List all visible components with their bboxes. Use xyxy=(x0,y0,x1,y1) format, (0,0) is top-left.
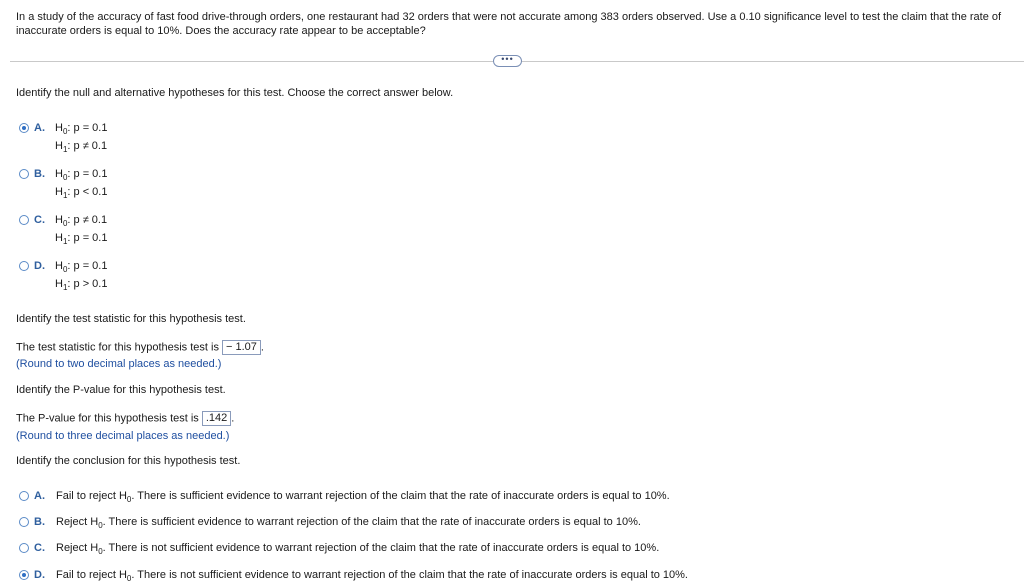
q3-statement: The P-value for this hypothesis test is .142 . xyxy=(16,412,235,425)
q3-prompt: Identify the P-value for this hypothesis test. xyxy=(16,384,226,396)
q4-option-a-letter: A. xyxy=(34,490,45,502)
q1-prompt: Identify the null and alternative hypotheses for this test. Choose the correct answer below. xyxy=(16,87,454,99)
q1-option-a-h1: $H_1$: p ≠ 0.1 xyxy=(55,140,108,154)
q4-option-c-letter: C. xyxy=(34,542,45,554)
q1-option-b-letter: B. xyxy=(34,168,45,180)
q1-option-d-h0: $H_0$: p = 0.1 xyxy=(55,260,108,274)
q4-option-a-radio[interactable] xyxy=(19,491,29,501)
q1-option-d-h1: $H_1$: p > 0.1 xyxy=(55,278,108,292)
q2-prompt: Identify the test statistic for this hypothesis test. xyxy=(16,313,246,325)
test-statistic-answer-box[interactable]: − 1.07 xyxy=(222,340,261,355)
q3-hint: (Round to three decimal places as needed.) xyxy=(16,430,230,442)
q4-option-b-radio[interactable] xyxy=(19,517,29,527)
problem-statement: In a study of the accuracy of fast food drive-through orders, one restaurant had 32 orders that were not accurate among 383 orders observed. Use a 0.10 significance level to test the claim that the rate of inaccurate orders is equal to 10%. Does the accuracy rate appear to be acceptable? xyxy=(16,11,1002,37)
q1-option-c-h1: $H_1$: p = 0.1 xyxy=(55,232,108,246)
q1-option-b-h1: $H_1$: p < 0.1 xyxy=(55,186,108,200)
q1-option-c-radio[interactable] xyxy=(19,215,29,225)
q4-option-b-text: Reject $H_0$. There is sufficient evidence to warrant rejection of the claim that the rate of inaccurate orders is equal to 10%. xyxy=(56,516,641,530)
q1-option-b-h0: $H_0$: p = 0.1 xyxy=(55,168,108,182)
q1-option-b-radio[interactable] xyxy=(19,169,29,179)
q1-option-c-h0: $H_0$: p ≠ 0.1 xyxy=(55,214,108,228)
q1-option-d-letter: D. xyxy=(34,260,45,272)
q1-option-a-letter: A. xyxy=(34,122,45,134)
q4-option-c-text: Reject $H_0$. There is not sufficient evidence to warrant rejection of the claim that the rate of inaccurate orders is equal to 10%. xyxy=(56,542,660,556)
q1-option-a-h0: $H_0$: p = 0.1 xyxy=(55,122,108,136)
p-value-answer-box[interactable]: .142 xyxy=(202,411,231,426)
more-button[interactable]: ••• xyxy=(493,55,522,67)
q2-statement: The test statistic for this hypothesis test is − 1.07 . xyxy=(16,341,264,354)
q2-hint: (Round to two decimal places as needed.) xyxy=(16,358,222,370)
q4-prompt: Identify the conclusion for this hypothesis test. xyxy=(16,455,241,467)
q1-option-d-radio[interactable] xyxy=(19,261,29,271)
q1-option-a-radio[interactable] xyxy=(19,123,29,133)
q4-option-d-text: Fail to reject $H_0$. There is not sufficient evidence to warrant rejection of the claim that the rate of inaccurate orders is equal to 10%. xyxy=(56,569,688,583)
q4-option-b-letter: B. xyxy=(34,516,45,528)
q4-option-a-text: Fail to reject $H_0$. There is sufficient evidence to warrant rejection of the claim that the rate of inaccurate orders is equal to 10%. xyxy=(56,490,670,504)
q4-option-d-radio[interactable] xyxy=(19,570,29,580)
q4-option-c-radio[interactable] xyxy=(19,543,29,553)
q4-option-d-letter: D. xyxy=(34,569,45,581)
q1-option-c-letter: C. xyxy=(34,214,45,226)
